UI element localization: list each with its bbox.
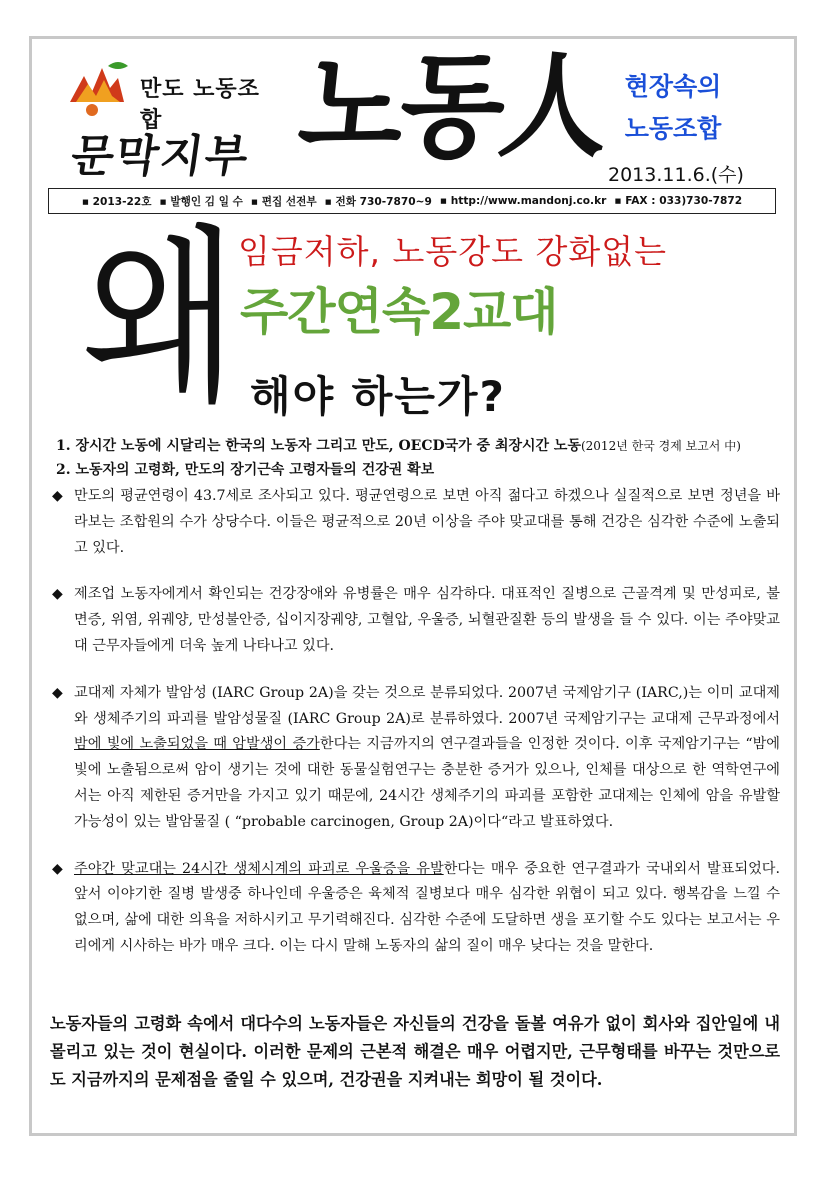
diamond-bullet-icon: ◆ bbox=[52, 860, 63, 877]
masthead-title: 노동人 bbox=[293, 41, 612, 174]
issue-date: 2013.11.6.(수) bbox=[608, 164, 744, 186]
website-link[interactable]: ▪ http://www.mandonj.co.kr bbox=[439, 195, 607, 207]
key-point bbox=[56, 458, 780, 482]
bullet-text: 교대제 자체가 발암성 (IARC Group 2A)을 갖는 것으로 분류되었다. 2007년 국제암기구 (IARC,)는 이미 교대제와 생체주기의 파괴를 발암성물질 (IARC Group 2A)로 분류하였다. 2007년 국제암기구는 교대제 근무과정에서 bbox=[74, 684, 780, 727]
phone: ▪ 전화 730-7870~9 bbox=[324, 195, 432, 208]
key-point bbox=[56, 434, 780, 458]
list-item bbox=[52, 681, 780, 836]
list-item bbox=[52, 857, 780, 960]
list-item bbox=[52, 484, 780, 561]
diamond-bullet-icon: ◆ bbox=[52, 684, 63, 701]
side-title-line1: 현장속의 bbox=[624, 72, 722, 101]
bullet-text: 한다는 지금까지의 연구결과들을 인정한 것이다. 이후 국제암기구는 “밤에 빛에 노출됨으로써 암이 생기는 것에 대한 동물실험연구는 충분한 증거가 있으나, 인체를 대상으로 한 역학연구에서는 아직 제한된 증거만을 가지고 있기 때문에, 24시간 생체주기의 파괴를 포함한 교대제는 인체에 암을 유발할 가능성이 있는 발암물질 ( “probable carcinogen, Group 2A)이다“라고 발표하였다. bbox=[74, 736, 780, 830]
headline-line2: 주간연속2교대 bbox=[240, 283, 558, 341]
branch-name: 문막지부 bbox=[67, 131, 253, 182]
diamond-bullet-icon: ◆ bbox=[52, 586, 63, 603]
bullet-text: 만도의 평균연령이 43.7세로 조사되고 있다. 평균연령으로 보면 아직 젊다고 하겠으나 실질적으로 보면 정년을 바라보는 조합원의 수가 상당수다. 이들은 평균적으로 20년 이상을 주야 맞교대를 통해 건강은 심각한 수준에 노출되고 있다. bbox=[74, 488, 780, 556]
key-point-note: (2012년 한국 경제 보고서 中) bbox=[580, 439, 741, 453]
list-item bbox=[52, 582, 780, 659]
headline-why: 왜 bbox=[82, 208, 233, 429]
bullet-underlined-text: 밤에 빛에 노출되었을 때 암발생이 증가 bbox=[74, 736, 320, 753]
key-point-text: 1. 장시간 노동에 시달리는 한국의 노동자 그리고 만도, OECD국가 중 최장시간 노동 bbox=[56, 438, 581, 454]
conclusion-paragraph: 노동자들의 고령화 속에서 대다수의 노동자들은 자신들의 건강을 돌볼 여유가 없이 회사와 집안일에 내몰리고 있는 것이 현실이다. 이러한 문제의 근본적 해결은 매우 어렵지만, 근무형태를 바꾸는 것만으로도 지금까지의 문제점을 줄일 수 있으며, 건강권을 지켜내는 희망이 될 것이다. bbox=[50, 1014, 780, 1089]
headline-line1: 임금저하, 노동강도 강화없는 bbox=[238, 232, 668, 271]
bullet-underlined-text: 주야간 맞교대는 24시간 생체시계의 파괴로 우울증을 유발 bbox=[74, 860, 444, 877]
union-logo bbox=[62, 58, 262, 182]
diamond-bullet-icon: ◆ bbox=[52, 488, 63, 504]
bullet-list bbox=[52, 484, 780, 981]
key-point-text: 2. 노동자의 고령화, 만도의 장기근속 고령자들의 건강권 확보 bbox=[56, 462, 435, 478]
bullet-text: 한다는 매우 중요한 연구결과가 국내외서 발표되었다. 앞서 이야기한 질병 발생중 하나인데 우울증은 육체적 질병보다 매우 심각한 위협이 되고 있다. 행복감을 느낄 수 없으며, 삶에 대한 의욕을 저하시키고 무기력해진다. 심각한 수준에 도달하면 생을 포기할 수도 있다는 보고서는 우리에게 시사하는 바가 매우 크다. 이는 다시 말해 노동자의 삶의 질이 매우 낮다는 것을 말한다. bbox=[74, 860, 780, 954]
key-points bbox=[56, 434, 780, 482]
fax: ▪ FAX : 033)730-7872 bbox=[614, 195, 743, 207]
bullet-text: 제조업 노동자에게서 확인되는 건강장애와 유병률은 매우 심각하다. 대표적인 질병으로 근골격계 및 만성피로, 불면증, 위염, 위궤양, 만성불안증, 십이지장궤양, 고혈압, 우울증, 뇌혈관질환 등의 발생을 들 수 있다. 이는 주야맞교대 근무자들에게 더욱 높게 나타나고 있다. bbox=[74, 586, 780, 654]
union-logo-icon bbox=[62, 58, 142, 128]
editor: ▪ 편집 선전부 bbox=[250, 195, 317, 208]
union-tagline: 만도 노동조합 bbox=[140, 77, 260, 133]
issue-number: ▪ 2013-22호 bbox=[81, 195, 152, 208]
publisher: ▪ 발행인 김 일 수 bbox=[159, 195, 243, 208]
side-title bbox=[598, 66, 748, 150]
headline-line3: 해야 하는가? bbox=[250, 372, 506, 421]
side-title-line2: 노동조합 bbox=[624, 114, 722, 143]
